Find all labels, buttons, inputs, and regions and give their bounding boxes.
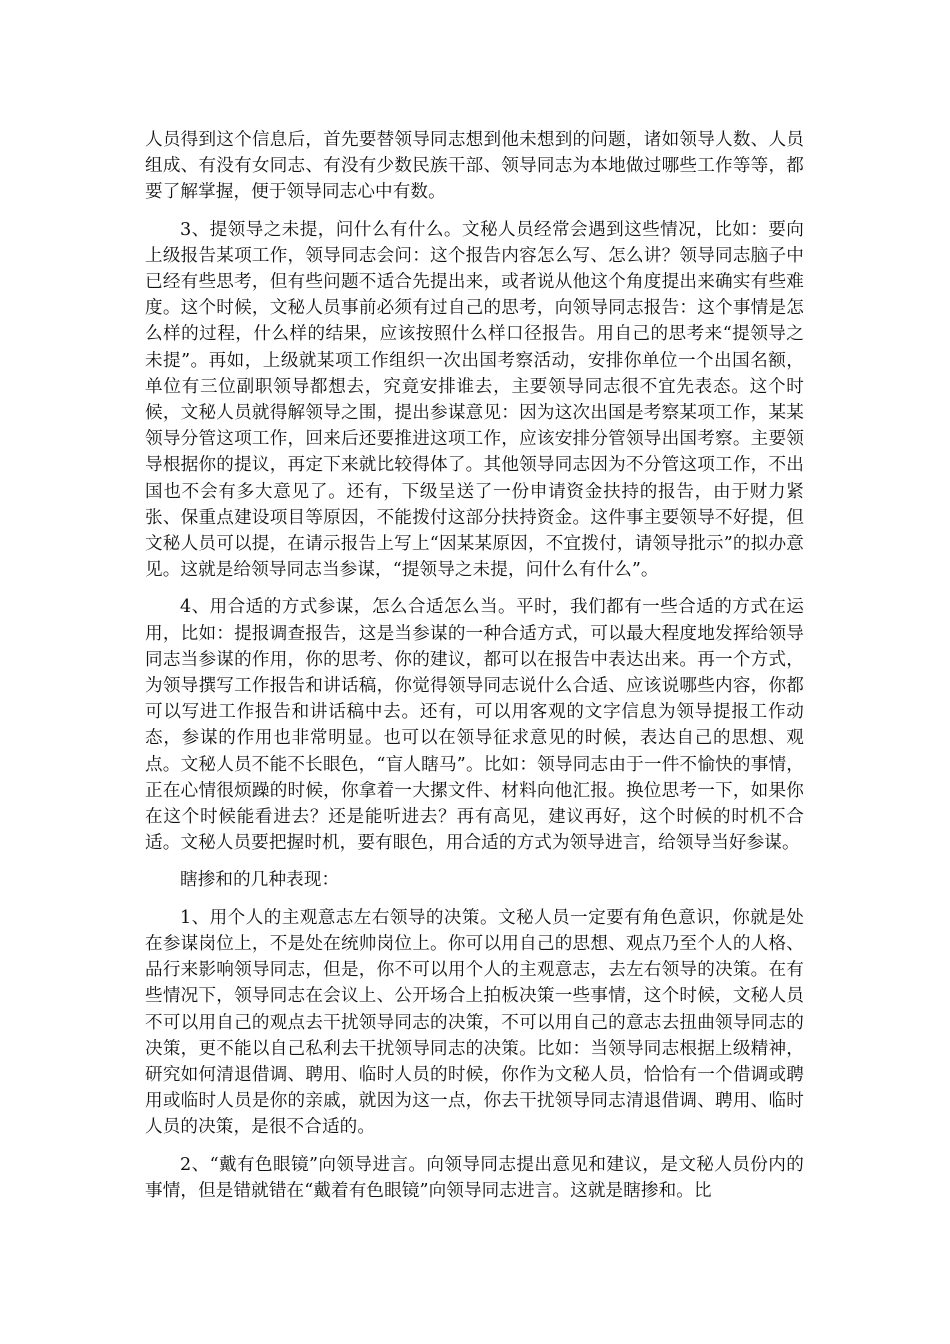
paragraph-continuation: 人员得到这个信息后，首先要替领导同志想到他未想到的问题，诸如领导人数、人员组成、有没有女同志、有没有少数民族干部、领导同志为本地做过哪些工作等等，都要了解掌握，便于领导同志心中有数。	[145, 130, 804, 203]
paragraph-item-3: 3、提领导之未提，问什么有什么。文秘人员经常会遇到这些情况，比如：要向上级报告某项工作，领导同志会问：这个报告内容怎么写、怎么讲？领导同志脑子中已经有些思考，但有些问题不适合先提出来，或者说从他这个角度提出来确实有些难度。这个时候，文秘人员事前必须有过自己的思考，向领导同志报告：这个事情是怎么样的过程，什么样的结果，应该按照什么样口径报告。用自己的思考来“提领导之未提”。再如，上级就某项工作组织一次出国考察活动，安排你单位一个出国名额，单位有三位副职领导都想去，究竟安排谁去，主要领导同志很不宜先表态。这个时候，文秘人员就得解领导之围，提出参谋意见：因为这次出国是考察某项工作，某某领导分管这项工作，回来后还要推进这项工作，应该安排分管领导出国考察。主要领导根据你的提议，再定下来就比较得体了。其他领导同志因为不分管这项工作，不出国也不会有多大意见了。还有，下级呈送了一份申请资金扶持的报告，由于财力紧张、保重点建设项目等原因，不能拨付这部分扶持资金。这件事主要领导不好提，但文秘人员可以提，在请示报告上写上“因某某原因，不宜拨付，请领导批示”的拟办意见。这就是给领导同志当参谋，“提领导之未提，问什么有什么”。	[145, 219, 804, 581]
paragraph-point-1: 1、用个人的主观意志左右领导的决策。文秘人员一定要有角色意识，你就是处在参谋岗位上，不是处在统帅岗位上。你可以用自己的思想、观点乃至个人的人格、品行来影响领导同志，但是，你不可以用个人的主观意志，去左右领导的决策。在有些情况下，领导同志在会议上、公开场合上拍板决策一些事情，这个时候，文秘人员不可以用自己的观点去干扰领导同志的决策，不可以用自己的意志去扭曲领导同志的决策，更不能以自己私利去干扰领导同志的决策。比如：当领导同志根据上级精神，研究如何清退借调、聘用、临时人员的时候，你作为文秘人员，恰恰有一个借调或聘用或临时人员是你的亲戚，就因为这一点，你去干扰领导同志清退借调、聘用、临时人员的决策，是很不合适的。	[145, 907, 804, 1138]
document-body	[145, 127, 804, 1204]
paragraph-item-4: 4、用合适的方式参谋，怎么合适怎么当。平时，我们都有一些合适的方式在运用，比如：提报调查报告，这是当参谋的一种合适方式，可以最大程度地发挥给领导同志当参谋的作用，你的思考、你的建议，都可以在报告中表达出来。再一个方式，为领导撰写工作报告和讲话稿，你觉得领导同志说什么合适、应该说哪些内容，你都可以写进工作报告和讲话稿中去。还有，可以用客观的文字信息为领导提报工作动态，参谋的作用也非常明显。也可以在领导征求意见的时候，表达自己的思想、观点。文秘人员不能不长眼色，“盲人瞎马”。比如：领导同志由于一件不愉快的事情，正在心情很烦躁的时候，你拿着一大摞文件、材料向他汇报。换位思考一下，如果你在这个时候能看进去？还是能听进去？再有高见，建议再好，这个时候的时机不合适。文秘人员要把握时机，要有眼色，用合适的方式为领导进言，给领导当好参谋。	[145, 597, 804, 854]
paragraph-point-2: 2、“戴有色眼镜”向领导进言。向领导同志提出意见和建议，是文秘人员份内的事情，但是错就错在“戴着有色眼镜”向领导同志进言。这就是瞎掺和。比	[145, 1154, 804, 1201]
section-heading: 瞎掺和的几种表现：	[180, 870, 340, 891]
